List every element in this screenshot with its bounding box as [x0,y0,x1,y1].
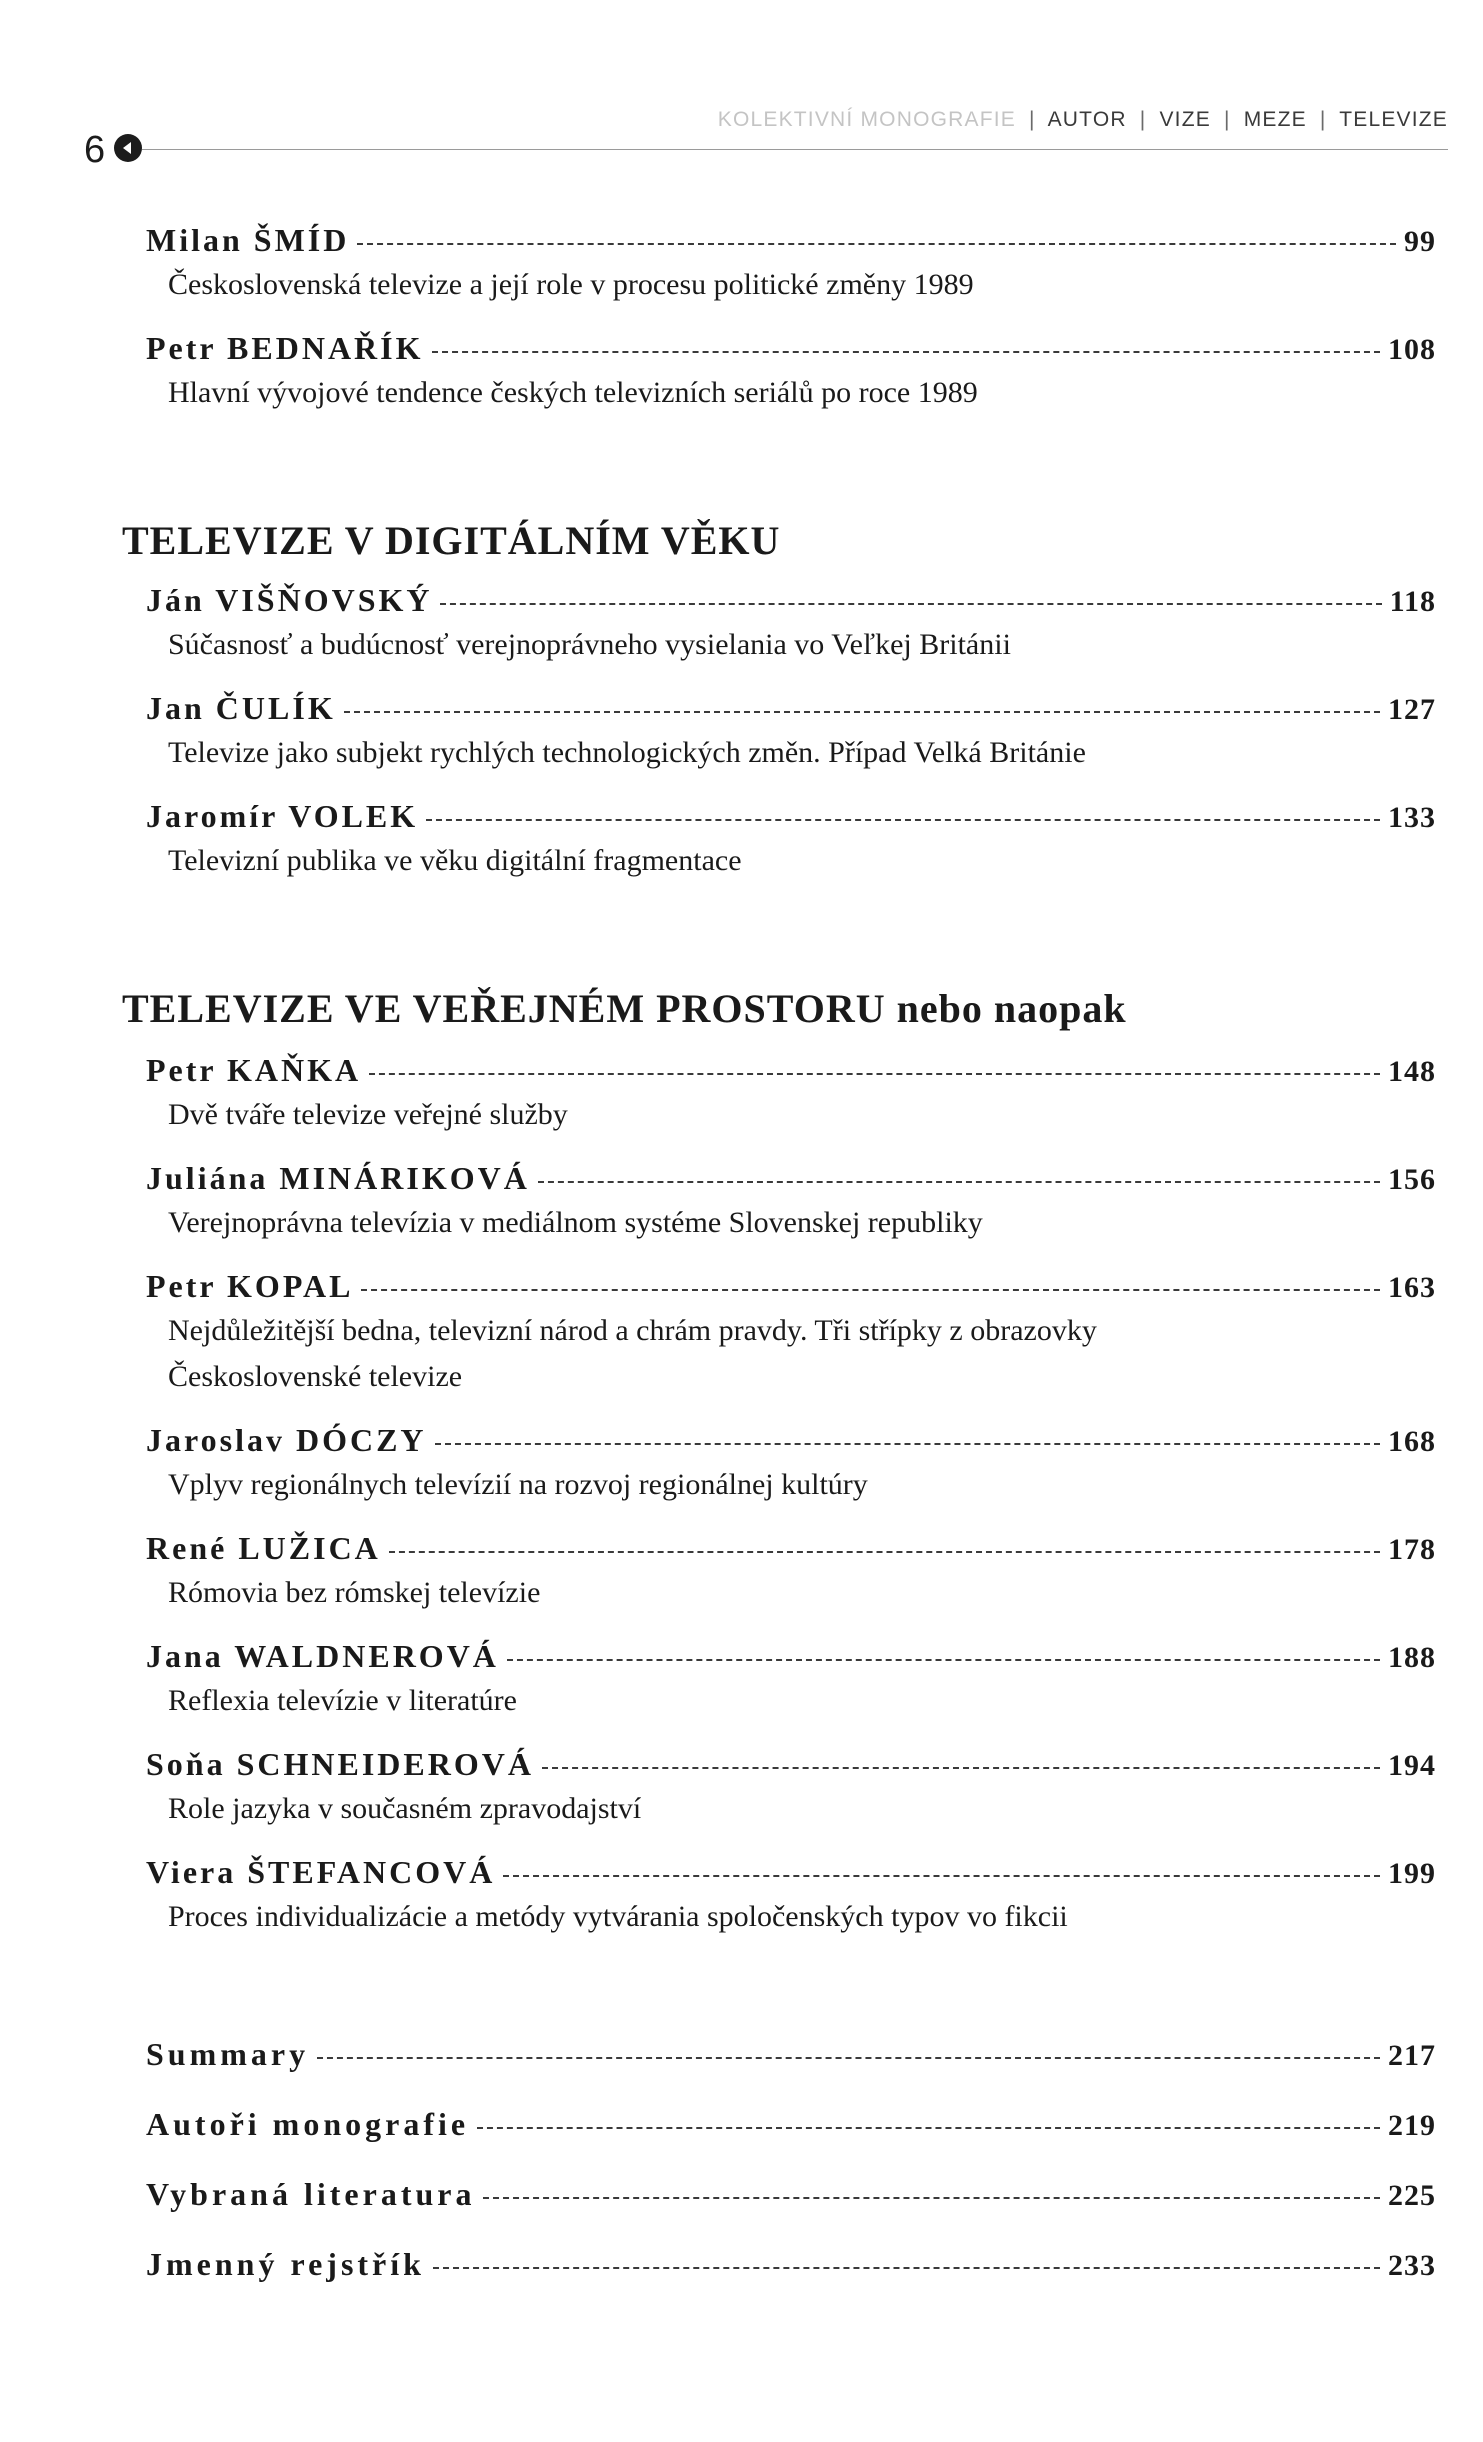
separator: | [1139,108,1147,131]
running-head-section: AUTOR [1047,108,1127,131]
entry-page: 233 [1388,2249,1436,2282]
running-head-section: TELEVIZE [1339,108,1448,131]
entry-title: Dvě tváře televize veřejné služby [168,1098,568,1131]
dot-leader [369,1073,1380,1075]
toc-entry [146,330,1436,416]
dot-leader [317,2057,1380,2059]
entry-title: Proces individualizácie a metódy vytvárania spoločenských typov vo fikcii [168,1900,1068,1933]
dot-leader [361,1289,1380,1291]
entry-author: Jaromír VOLEK [146,798,419,834]
entry-title: Súčasnosť a budúcnosť verejnoprávneho vysielania vo Veľkej Británii [168,628,1011,661]
dot-leader [542,1767,1380,1769]
entry-author: Soňa SCHNEIDEROVÁ [146,1746,534,1782]
entry-page: 99 [1404,225,1436,258]
entry-author: René LUŽICA [146,1530,381,1566]
entry-page: 219 [1388,2109,1436,2142]
dot-leader [389,1551,1380,1553]
entry-page: 148 [1388,1055,1436,1088]
entry-page: 127 [1388,693,1436,726]
entry-page: 168 [1388,1425,1436,1458]
dot-leader [507,1659,1380,1661]
entry-label: Jmenný rejstřík [146,2246,425,2282]
running-head-section: MEZE [1243,108,1307,131]
dot-leader [433,2267,1380,2269]
entry-page: 108 [1388,333,1436,366]
entry-title: Televize jako subjekt rychlých technologických změn. Případ Velká Británie [168,736,1086,769]
entry-title-continued: Československé televize [168,1360,463,1393]
dot-leader [344,711,1380,713]
entry-author: Petr KAŇKA [146,1052,362,1088]
separator: | [1319,108,1327,131]
entry-title: Verejnoprávna televízia v mediálnom systéme Slovenskej republiky [168,1206,983,1239]
dot-leader [477,2127,1380,2129]
dot-leader [435,1443,1380,1445]
entry-title: Role jazyka v současném zpravodajství [168,1792,642,1825]
toc-entry [146,1268,1436,1400]
entry-author: Jan ČULÍK [146,690,336,726]
entry-page: 178 [1388,1533,1436,1566]
separator: | [1029,108,1036,131]
page-number: 6 [84,129,106,171]
dot-leader [432,351,1381,353]
dot-leader [483,2197,1380,2199]
entry-page: 225 [1388,2179,1436,2212]
entry-title: Vplyv regionálnych televízií na rozvoj regionálnej kultúry [168,1468,868,1501]
toc-entry [146,2246,1436,2286]
entry-title: Reflexia televízie v literatúre [168,1684,517,1717]
toc-entry [146,1530,1436,1616]
entry-author: Milan ŠMÍD [146,222,350,258]
toc-entry [146,1854,1436,1940]
entry-page: 133 [1388,801,1436,834]
series-title: KOLEKTIVNÍ MONOGRAFIE [717,108,1016,131]
entry-title: Televizní publika ve věku digitální fragmentace [168,844,742,877]
entry-label: Autoři monografie [146,2106,470,2142]
entry-author: Ján VIŠŇOVSKÝ [146,582,433,618]
entry-label: Summary [146,2036,310,2072]
entry-page: 163 [1388,1271,1436,1304]
entry-author: Juliána MINÁRIKOVÁ [146,1160,530,1196]
toc-entry [146,222,1436,308]
entry-page: 194 [1388,1749,1436,1782]
toc-entry [146,1052,1436,1138]
entry-label: Vybraná literatura [146,2176,476,2212]
separator: | [1224,108,1231,131]
entry-page: 199 [1388,1857,1436,1890]
running-head-section: VIZE [1159,108,1211,131]
entry-title: Nejdůležitější bedna, televizní národ a chrám pravdy. Tři střípky z obrazovky [168,1314,1097,1347]
toc-entry [146,798,1436,884]
toc-entry [146,690,1436,776]
entry-page: 118 [1389,585,1436,618]
section-heading: TELEVIZE V DIGITÁLNÍM VĚKU [122,518,781,563]
toc-entry [146,582,1436,668]
entry-page: 156 [1388,1163,1436,1196]
entry-page: 188 [1388,1641,1436,1674]
entry-author: Petr KOPAL [146,1268,354,1304]
dot-leader [538,1181,1380,1183]
entry-author: Petr BEDNAŘÍK [146,330,424,366]
toc-entry [146,1638,1436,1724]
entry-title: Československá televize a její role v procesu politické změny 1989 [168,268,974,301]
entry-title: Hlavní vývojové tendence českých televizních seriálů po roce 1989 [168,376,978,409]
entry-author: Viera ŠTEFANCOVÁ [146,1854,496,1890]
toc-entry [146,1422,1436,1508]
dot-leader [440,603,1381,605]
dot-leader [357,243,1396,245]
entry-page: 217 [1388,2039,1436,2072]
section-heading: TELEVIZE VE VEŘEJNÉM PROSTORU nebo naopak [122,986,1127,1031]
dot-leader [426,819,1380,821]
entry-author: Jaroslav DÓCZY [146,1422,427,1458]
toc-entry [146,2106,1436,2146]
toc-entry [146,1160,1436,1246]
dot-leader [503,1875,1380,1877]
entry-title: Rómovia bez rómskej televízie [168,1576,541,1609]
toc-entry [146,2176,1436,2216]
toc-entry [146,1746,1436,1832]
toc-entry [146,2036,1436,2076]
entry-author: Jana WALDNEROVÁ [146,1638,499,1674]
